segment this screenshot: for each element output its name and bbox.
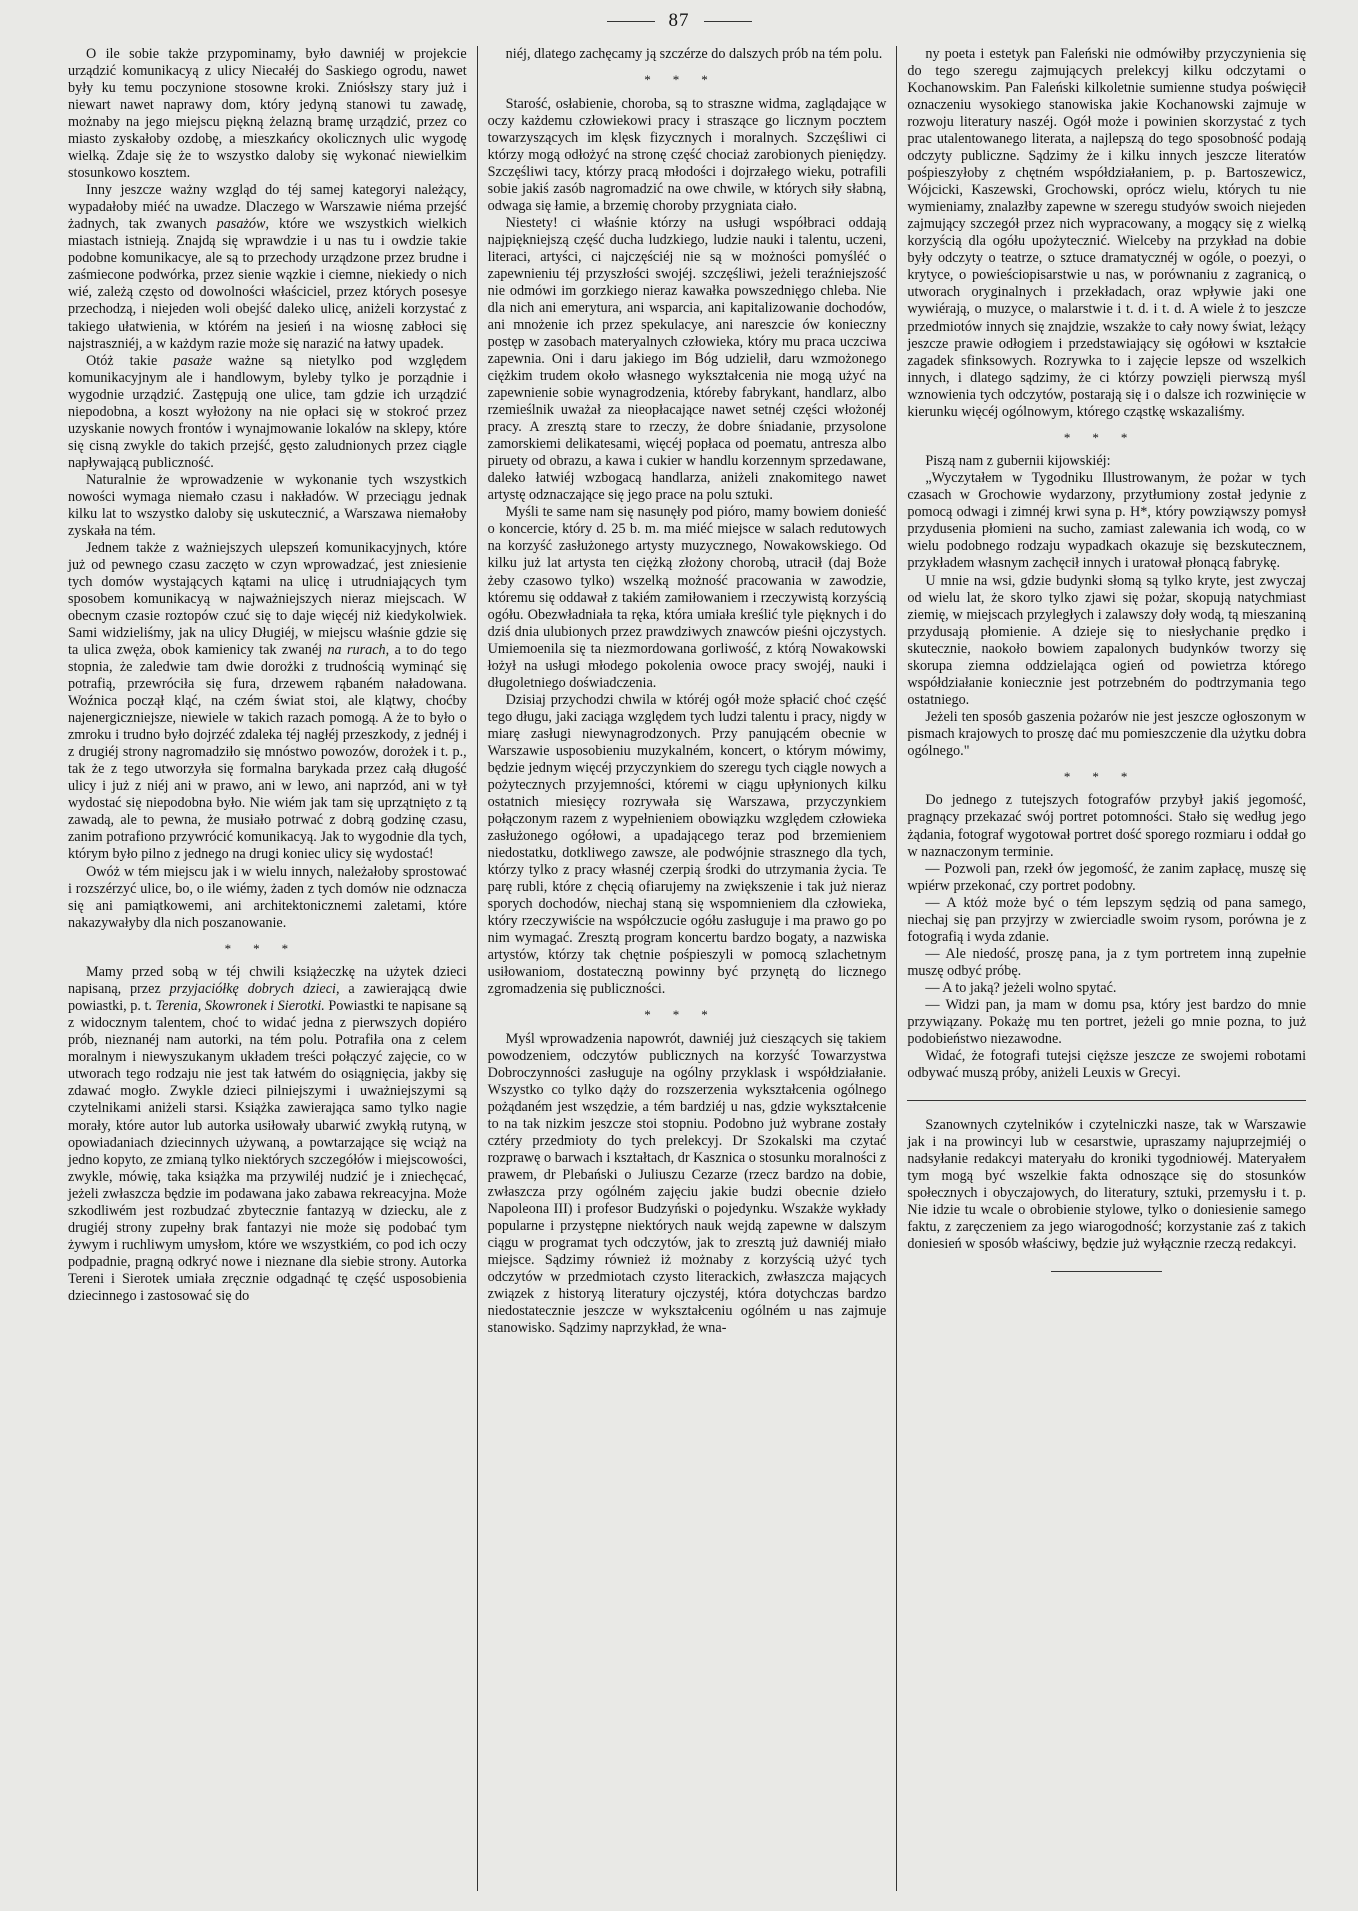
paragraph: Piszą nam z gubernii kijowskiéj:: [925, 453, 1111, 470]
italic-term: pasażów: [216, 216, 266, 233]
paragraph: — A to jaką? jeżeli wolno spytać.: [925, 979, 1117, 996]
paragraph: Myśl wprowadzenia napowrót, dawniéj już cieszących się takiem powodzeniem, odczytów publicznych na korzyść Towarzystwa Dobroczynności zasługuje na ogólny przyklask i współdziałanie. Wszystko co tylko dąży do rozszerzenia wykształcenia ogólnego pożądaném jest wszędzie, a tém bardziéj u nas, gdzie wykształcenie to na tak nizkim jeszcze stoi stopniu. Podobno już wybrane zostały cztéry przedmioty do tych prelekcyj. Dr Szokalski ma czytać rozprawę o barwach i kształtach, dr Kasznica o stosunku moralności z prawem, dr Plebański o Juliuszu Cezarze (rzecz bardzo na dobie, zwłaszcza przy ogólném zajęciu jakie budzi obecnie dzieło Napoleona III) i profesor Budzyński o pojedynku. Wszakże wykłady popularne i przystępne niektórych nauk wejdą zapewne w dalszym ciągu w programat tych odczytów, jak to zresztą już dawniéj miało miejsce. Sądzimy również iż możnaby z korzyścią użyć tych odczytów w przedmiotach czysto literackich, zwłaszcza mających związek z historyą literatury ojczystéj, która dotychczas bardzo niedostatecznie jeszcze w wykształceniu ogólném u nas zajmuje stanowisko. Sądzimy naprzykład, że wna-: [487, 1030, 887, 1337]
paragraph: Niestety! ci właśnie którzy na usługi współbraci oddają najpiękniejszą część ducha ludzkiego, ludzie nauki i talentu, uczeni, literaci, artyści, ci najczęściéj nie są w możności pomyśléć o zapewnieniu téj przyszłości swojéj. szczęśliwi, jeżeli teraźniejszość nie odmówi im gorzkiego nieraz kawałka powszednięgo chleba. Nie dla nich ani emerytura, ani wsparcia, ani kapitalizowanie dochodów, ani mnożenie ich przez spekulacye, ani nareszcie ów konieczny postęp w zasobach materyalnych człowieka, który mu praca uczciwa zapewnia. Oni i daru jakiego im Bóg udzielił, daru wzmożonego ciężkim trudem około własnego wykształcenia nie mogą użyć na zapewnienie sobie wynagrodzenia, któreby fabrykant, handlarz, albo rzemieślnik uważał za nieopłacające nawet setnéj części włożonéj pracy. A zresztą stare to rzeczy, że dobre śniadanie, przysolone zamorskiemi delikatesami, więcéj popłaca od poematu, antresza albo piruety od obrazu, a kawa i cukier w handlu korzennym sprzedawane, daleko łatwiéj wzbogacą handlarza, aniżeli znakomitego nawet artystę odznaczające się jego prace na polu sztuki.: [487, 214, 887, 504]
section-separator-stars: ***: [1063, 768, 1150, 784]
paragraph: Naturalnie że wprowadzenie w wykonanie tych wszystkich nowości wymaga niemało czasu i nakładów. W przeciągu jednak kilku lat to wszystko daloby się uskutecznić, a Warszawa niemałoby zyskała na tém.: [68, 471, 467, 539]
text-run: Inny jeszcze ważny wzgląd do téj samej kategoryi należący, wypadałoby miéć na uwadze. Dlaczego w Warszawie niéma przejść żadnych, tak zwanych: [68, 182, 467, 233]
paragraph: Do jednego z tutejszych fotografów przybył jakiś jegomość, pragnący przekazać swój portret potomności. Stało się według jego żądania, fotograf wygotował portret dość sporego rozmiaru i oddał go w naznaczonym terminie.: [907, 792, 1307, 860]
column-3: [897, 46, 1316, 1891]
text-run: , które we wszystkich wielkich miastach istnieją. Znajdą się wprawdzie i u nas tu i owdzie takie podobne komunikacye, ale są to przechody urządzone przez brudne i zaśmiecone podwórka, przez sienie wązkie i ciemne, niekiedy o nich wié, zależą często od dowolności właściciel, przez których posesye przechodzą, i niejeden woli obejść daleko ulicę, aniżeli korzystać z takiego ułatwienia, w którém na jesień i na wiosnę zabłoci się najstraszniéj, a w każdym razie może się narazić na łatwy upadek.: [68, 216, 467, 352]
paragraph: „Wyczytałem w Tygodniku Illustrowanym, że pożar w tych czasach w Grochowie wydarzony, przytłumiony został jedynie z pomocą odwagi i zimnéj krwi syna p. H*, który powziąwszy pomysł przydusenia płomieni na sucho, zamiast zalewania ich wodą, co w wielu podobnego rodzaju wypadkach okazuje się bezskutecznem, przykładem własnym zachęcił innych i uratował płonącą fabrykę.: [907, 470, 1307, 572]
page-header: [0, 6, 1358, 36]
italic-term: na rurach: [327, 642, 386, 659]
text-run: Jednem także z ważniejszych ulepszeń komunikacyjnych, które już od pewnego czasu zaczęto w czyn wprowadzać, jest zniesienie tych domów wystających kątami na ulicę i utrudniających tym sposobem komunikacyą w najważniejszych nieraz miejscach. W obecnym czasie roztopów czuć się to daje więcéj niż kiedykolwiek. Sami widzieliśmy, jak na ulicy Długiéj, w miejscu właśnie gdzie się ta ulica zwęża, obok kamienicy tak zwanéj: [68, 539, 467, 659]
paragraph: — A któż może być o tém lepszym sędzią od pana samego, niechaj się pan przyjrzy w zwierciadle swoim rysom, porówna je z fotografią i wyda zdanie.: [907, 894, 1307, 945]
section-separator-stars: ***: [644, 1007, 730, 1023]
paragraph: U mnie na wsi, gdzie budynki słomą są tylko kryte, jest zwyczaj od wielu lat, że skoro tylko zjawi się pożar, skopują natychmiast ziemię, w miejscach przyległych i zalawszy doły wodą, tą mieszaniną przydusają płomienie. A dzieje się to niesłychanie prędko i skutecznie, naokoło bowiem zapalonych budynków tworzy się skorupa ziemna oddzielająca ogień od powietrza którego współdziałanie koniecznie jest potrzebném do podtrzymania tego ostatniego.: [907, 572, 1307, 708]
paragraph: ny poeta i estetyk pan Faleński nie odmówiłby przyczynienia się do tego szeregu zajmujących prelekcyj kilku odczytami o Kochanowskim. Pan Faleński kilkoletnie sumienne studya poświęcił oznaczeniu wysokiego stanowiska jakie Kochanowski zajmuje w rozwoju literatury naszéj. Ogół może i powinien skorzystać z tych prac utalentowanego literata, a najlepszą do tego sposobność podają odczyty publiczne. Sądzimy że i kilku innych jeszcze literatów pośpieszyłoby z chętném współdziałaniem, p. p. Bartoszewicz, Wójcicki, Kaszewski, Grochowski, oprócz wielu, których tu nie wymieniamy, znalazłby zapewne w szeregu studyów swoich niejeden zajmujący szczegół przez nich wypracowany, a mogący się z wielką korzyścią dla ogółu upożytecznić. Wielceby na przykład na dobie były odczyty o teatrze, o sztuce dramatycznéj w ogóle, o poezyi, o krytyce, o powieściopisarstwie u nas, w porównaniu z zagranicą, o utworach oryginalnych i przekładach, oraz wpływie jaki one wywiérają, o muzyce, o malarstwie i t. d. i t. d. A wiele ż to jeszcze przedmiotów innych się znajdzie, wszakże to cały nowy świat, leżący jeszcze prawie odłogiem i przedstawiający się ogółowi w kształcie zagadek sfinksowych. Rozrywka to i zajęcie lepsze od wszelkich innych, i dlatego sądzimy, że ci którzy powzięli pierwszą myśl wznowienia tych odczytów, postarają się i o dalsze ich rozwinięcie w kierunku więcéj ogólnowym, którego cząstkę wskazaliśmy.: [907, 46, 1307, 420]
section-separator-stars: ***: [1063, 429, 1150, 445]
page-number: 87: [668, 10, 690, 31]
paragraph: — Pozwoli pan, rzekł ów jegomość, że zanim zapłacę, muszę się wpiérw przekonać, czy portret podobny.: [907, 860, 1307, 894]
section-separator-stars: ***: [644, 72, 730, 88]
text-run: Powiastki te napisane są z widocznym talentem, choć to widać jedna z pierwszych dopiéro prób, nieznanéj nam autorki, na tém polu. Potrafiła ona z celem moralnym i niewyszukanym układem treści połączyć zajęcie, co w utworach tego rodzaju nie jest tak łatwém do osiągnięcia, jakby się zdawać mogło. Zwykle dzieci pilniejszymi i uważniejszymi są czytelnikami aniżeli starsi. Książka zawierająca samo tylko nagie morały, które autor lub autorka usiłowały ubarwić zwykłą rutyną, w opowiadaniach dziecinnych używaną, a powtarzające się wciąż na jedno kopyto, ze zmianą tylko niektórych szczegółów i miejscowości, zwykle, mówię, taka książka ma przywiléj nudzić je i zniechęcać, jeżeli zwłaszcza będzie im podawana jako zabawa rekreacyjna. Może szkodliwém jest rozbudzać zbytecznie fantazyą w dziecku, ale z drugiéj strony zupełny brak fantazyi nie może się podobać tym żywym i ruchliwym umysłom, które we wszystkiém, co pod ich oczy podpadnie, pragną odkryć nowe i nieznane dla siebie strony. Autorka Tereni i Sierotek umiała zręcznie odgadnąć tę część usposobienia dziecinnego i zastosować się do: [68, 998, 467, 1304]
text-run: ważne są nietylko pod względem komunikacyjnym ale i handlowym, byleby tylko je porządnie i wygodnie urządzić. Zastępują one ulice, tam gdzie ich urządzić niepodobna, a koszt wyłożony na nie opłaci się w stokroć przez uzyskanie nowych frontów i wynajmowanie lokalów na sklepy, które się cisną zwykle do takich przejść, gęsto zaludnionych przez ciągle napływającą publiczność.: [68, 352, 467, 471]
section-divider: [907, 1100, 1306, 1101]
end-rule: [1051, 1271, 1163, 1272]
paragraph: [68, 182, 467, 352]
paragraph: Jeżeli ten sposób gaszenia pożarów nie jest jeszcze ogłoszonym w pismach krajowych to proszę dać mu pomieszczenie dla użytku dobra ogólnego.": [907, 708, 1307, 759]
paragraph: [68, 353, 467, 472]
paragraph: Widać, że fotografi tutejsi cięższe jeszcze ze swojemi robotami odbywać muszą próby, aniżeli Leuxis w Grecyi.: [907, 1047, 1307, 1081]
italic-term: przyjaciółkę dobrych dzieci: [169, 981, 336, 998]
paragraph: Starość, osłabienie, choroba, są to straszne widma, zaglądające w oczy każdemu człowiekowi pracy i straszące go licznym pocztem towarzyszących im klęsk fizycznych i moralnych. Szczęśliwi ci którzy mogą odłożyć na stronę część chociaż zarobionych pieniędzy. Szczęśliwi tacy, którzy pracą młodości i dojrzałego wieku, potrafili sobie jakiś zasób nagromadzić na owe chwile, w których siły słabną, odwaga się łamie, a brzemię choroby przygniata ciało.: [487, 95, 887, 214]
text-run: Mamy przed sobą w téj chwili książeczkę na użytek dzieci napisaną, przez: [68, 964, 467, 998]
italic-term: Terenia, Skowronek i Sierotki.: [155, 998, 325, 1015]
header-rule-right: [704, 21, 752, 22]
paragraph: Owóż w tém miejscu jak i w wielu innych, należałoby sprostować i rozszérzyć ulice, bo, o ile wiémy, żaden z tych domów nie odznacza się ani pamiątkowemi, ani architektonicznemi zaletami, które nakazywałyby dla nich poszanowanie.: [68, 863, 467, 931]
italic-term: pasaże: [173, 352, 212, 369]
text-columns: [58, 46, 1316, 1891]
text-run: Otóż takie: [86, 352, 158, 369]
paragraph: niéj, dlatego zachęcamy ją szczérze do dalszych prób na tém polu.: [505, 46, 883, 62]
paragraph: [68, 964, 467, 1305]
text-run: , a zawierającą dwie powiastki, p. t.: [68, 981, 467, 1015]
paragraph: — Widzi pan, ja mam w domu psa, który jest bardzo do mnie przywiązany. Pokażę mu ten portret, jeżeli go mnie pozna, to już podobieństwo niezawodne.: [907, 996, 1307, 1047]
column-1: [58, 46, 478, 1891]
section-separator-stars: ***: [224, 940, 311, 956]
paragraph: Dzisiaj przychodzi chwila w któréj ogół może spłacić choć część tego długu, jaki zaciąga względem tych ludzi talentu i pracy, nigdy w miarę zasługi niewynagrodzonych. Przy panującém obecnie w Warszawie usposobieniu muzykalném, koncert, o którym mówimy, będzie jednym więcéj przyczynkiem do szeregu tych ciągle nowych a pożytecznych przyjemności, któremi w ciągu upłynionych kilku ostatnich miesięcy rozrywała się Warszawa, przyczynkiem połączonym razem z wypełnieniem obowiązku względem człowieka zasłużonego ogółowi, a upadającego teraz pod brzemieniem niedostatku, dotkliwego zawsze, ale podwójnie strasznego dla tych, którzy tylko z pracy własnéj czerpią środki do utrzymania życia. Te parę rubli, które z chęcią ofiarujemy na zwiększenie i tak już nieraz sporych dochodów, niechaj staną się wspomnieniem dla człowieka, który rzeczywiście na współczucie ogółu zasługuje i ma prawo go po nim wymagać. Zresztą program koncertu bardzo bogaty, a nazwiska artystów, którzy tak chętnie pośpieszyli w pomocą szlachetnym usiłowaniom, dostateczną powinny być przynętą do licznego zgromadzenia się publiczności.: [487, 691, 887, 998]
paragraph: Szanownych czytelników i czytelniczki nasze, tak w Warszawie jak i na prowincyi lub w cesarstwie, upraszamy najuprzejmiéj o nadsyłanie redakcyi materyału do kroniki tygodniowéj. Materyałem tym mogą być wszelkie fakta odnoszące się do stosunków społecznych i obyczajowych, do literatury, sztuki, przemysłu i t. p. Nie idzie tu wcale o obrobienie stylowe, tylko o doniesienie samego faktu, z zaręczeniem za jego wiarogodność; korzystanie zaś z takich doniesień w sposób właściwy, będzie już wyłącznie rzeczą redakcyi.: [907, 1116, 1307, 1253]
paragraph: — Ale niedość, proszę pana, ja z tym portretem inną zupełnie muszę odbyć próbę.: [907, 945, 1307, 979]
paragraph: O ile sobie także przypominamy, było dawniéj w projekcie urządzić komunikacyą z ulicy Niecałéj do Saskiego ogrodu, nawet były ku temu poczynione stosowne kroki. Zniósłszy stary już i niewart nawet naprawy dom, który jedyną stanowi tu zawadę, możnaby na jego miejscu piękną żelazną bramę urządzić, przez co miasto zyskałoby ozdobę, a mieszkańcy okolicznych ulic wygodę wielką. Zdaje się że to wszystko daloby się wykonać niewielkim stosunkowo kosztem.: [68, 46, 467, 182]
paragraph: [68, 540, 467, 864]
column-2: [478, 46, 898, 1891]
paragraph: Myśli te same nam się nasunęły pod pióro, mamy bowiem donieść o koncercie, który d. 25 b. m. ma miéć miejsce w salach redutowych na korzyść zasłużonego artysty muzycznego, Nowakowskiego. Od kilku już lat artysta ten ciężką złożony chorobą, utracił (daj Boże żeby czasowo tylko) wszelką możność pracowania w zawodzie, któremu się oddawał z takiém zamiłowaniem i rzeczywistą korzyścią ogółu. Obezwładniała ta ręka, która umiała kreślić tyle pięknych i do dziś dnia ulubionych przez prawdziwych znawców pieśni ojczystych. Umiemoenila się ta niezmordowana gorliwość, z którą Nowakowski łożył na usługi młodego pokolenia owoce pracy swojéj, nauki i długoletniego doświadczenia.: [487, 504, 887, 691]
text-run: , a to do tego stopnia, że zaledwie tam dwie dorożki z trudnością wyminąć się potrafią, przewróciła się fura, drzewem rąbaném naładowana. Woźnica począł kląć, na czém świat stoi, ale klątwy, choćby najenergiczniejsze, niewiele w takich razach pomogą. A że to było o zmroku i trudno było dojrzéć zdaleka téj nagłéj przeszkody, z jednéj i z drugiéj strony nagromadziło się mnóstwo powozów, dorożek i t. p., tak że z tego utworzyła się formalna barykada przez całą długość ulicy i już z niéj ani w prawo, ani w lewo, ani naprzód, ani w tył wydostać się niepodobna było. Nie wiém jak tam się uprzątnięto z tą zawadą, ale to pewna, że musiało potrwać z dobrą godzinę czasu, zanim potrafiono przywrócić komunikacyą. Jak to wygodnie dla tych, którym było pilno z jednego na drugi koniec ulicy się wydostać!: [68, 642, 467, 863]
header-rule-left: [607, 21, 655, 22]
